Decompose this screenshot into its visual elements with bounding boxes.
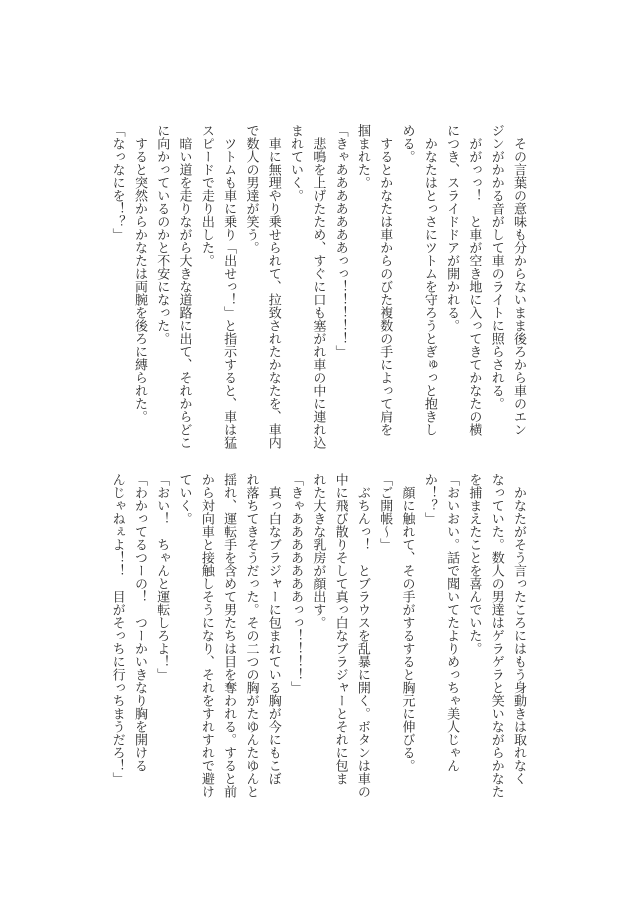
text-column: ツトムも車に乗り「出せっ！」と指示すると、車は猛 — [221, 124, 237, 449]
text-column: 暗い道を走りながら大きな道路に出て、それからどこ — [176, 124, 192, 449]
text-column: なっていた。数人の男達はゲラゲラと笑いながらかなた — [488, 473, 504, 798]
text-column: まれていく。 — [288, 124, 304, 202]
text-column: を捕まえたことを喜んでいた。 — [466, 473, 482, 655]
text-column: 「きゃあああああああっっ！！！！」 — [288, 473, 304, 694]
text-column: につき、スライドドアが開かれる。 — [444, 124, 460, 332]
text-column: 「ご開帳〜」 — [377, 473, 393, 551]
text-column: 「きゃあああああああっっ！！！！！」 — [332, 124, 348, 358]
text-column: ていく。 — [176, 473, 192, 525]
text-column: スピードで走り出した。 — [198, 124, 214, 267]
text-block-bottom — [105, 473, 529, 813]
text-column: すると突然からかなたは両腕を後ろに縛られた。 — [131, 124, 147, 423]
text-column: から対向車と接触しそうになり、それをすれすれで避け — [198, 473, 214, 798]
text-column: ぶちんっ！ とブラウスを乱暴に開く。ボタンは車の — [354, 473, 370, 798]
text-column: するとかなたは車からのびた複数の手によって肩を — [377, 124, 393, 436]
text-column: んじゃねぇよ！！ 目がそっちに行っちまうだろ！」 — [109, 473, 125, 785]
text-column: 「なっなにを！？」 — [109, 124, 125, 241]
text-column: める。 — [399, 124, 415, 163]
text-column: 「わかってるつーの！ つーかいきなり胸を開ける — [131, 473, 147, 772]
text-block-top — [105, 124, 529, 464]
text-column: か！？」 — [421, 473, 437, 525]
text-column: に向かっているのかと不安になった。 — [154, 124, 170, 345]
text-column: れ落ちてきそうだった。その二つの胸がたゆんたゆんと — [243, 473, 259, 798]
text-column: 悲鳴を上げたため、すぐに口も塞がれ車の中に連れ込 — [310, 124, 326, 449]
text-column: その言葉の意味も分からないまま後ろから車のエン — [511, 124, 526, 436]
text-column: 「おい！ ちゃんと運転しろよ！」 — [154, 473, 170, 681]
text-column: 掴まれた。 — [354, 124, 370, 189]
text-column: かなたがそう言ったころにはもう身動きは取れなく — [511, 473, 526, 785]
text-column: 顔に触れて、その手がするすると胸元に伸びる。 — [399, 473, 415, 772]
text-column: れた大きな乳房が顔出す。 — [310, 473, 326, 629]
text-column: 揺れ、運転手を含めて男たちは目を奪われる。すると前 — [221, 473, 237, 798]
text-column: かなたはとっさにツトムを守ろうとぎゅっと抱きし — [421, 124, 437, 436]
text-column: ががっっ！ と車が空き地に入ってきてかなたの横 — [466, 124, 482, 436]
text-column: 真っ白なブラジャーに包まれている胸が今にもこぼ — [265, 473, 281, 785]
text-column: ジンがかかる音がして車のライトに照らされる。 — [488, 124, 504, 410]
text-column: で数人の男達が笑う。 — [243, 124, 259, 254]
text-column: 車に無理やり乗せられて、拉致されたかなたを、車内 — [265, 124, 281, 449]
text-column: 中に飛び散りそして真っ白なブラジャーとそれに包ま — [332, 473, 348, 785]
text-column: 「おいおい。話で聞いてたよりめっちゃ美人じゃん — [444, 473, 460, 772]
